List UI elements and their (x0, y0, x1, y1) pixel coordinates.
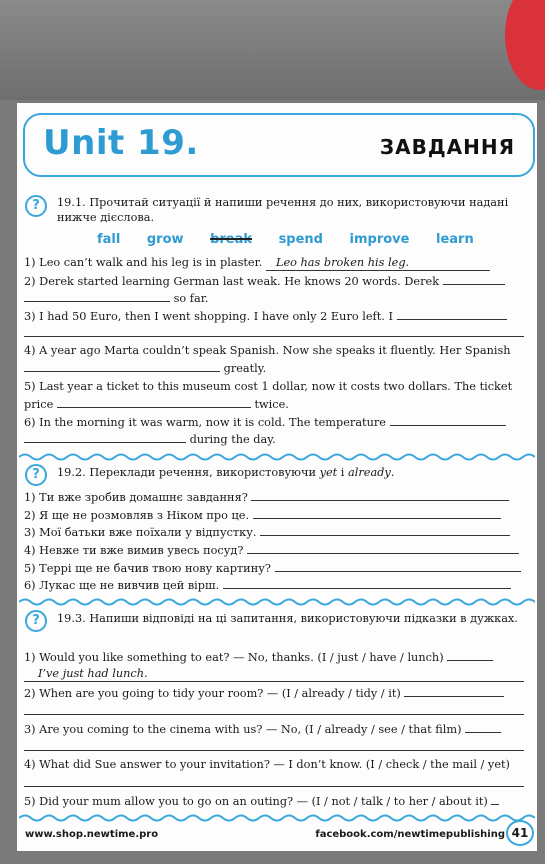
answer-blank[interactable] (443, 273, 505, 285)
ex3-line-3 (24, 721, 525, 737)
answer-blank[interactable] (447, 649, 493, 661)
unit-title: Unit 19. (43, 123, 199, 163)
ex2-q3: 3) Мої батьки вже поїхали у відпустку. (24, 526, 257, 539)
ex1-line-6 (24, 414, 525, 430)
ex3-q4: 4) What did Sue answer to your invitation? — I don’t know. (I / check / the mail / yet) (24, 758, 510, 771)
ex3-a1: I’ve just had lunch. (24, 666, 524, 682)
word-fall: fall (97, 232, 121, 247)
wavy-divider (19, 597, 535, 607)
ex3-q1: 1) Would you like something to eat? — No, thanks. (I / just / have / lunch) (24, 651, 444, 664)
answer-blank[interactable] (404, 685, 504, 697)
question-circle-icon: ? (25, 464, 47, 486)
ex3-line-1b (24, 666, 525, 682)
photo-background (0, 0, 545, 100)
ex3-q5: 5) Did your mum allow you to go on an outing? — (I / not / talk / to her / about it) (24, 795, 488, 808)
exercise-3-task: 19.3. Напиши відповіді на ці запитання, використовуючи підказки в дужках. (57, 612, 518, 625)
answer-blank[interactable] (24, 703, 524, 715)
answer-blank[interactable] (24, 739, 524, 751)
answer-blank[interactable] (260, 524, 510, 536)
answer-blank[interactable] (247, 542, 519, 554)
ex3-line-3b (24, 739, 525, 755)
word-improve: improve (349, 232, 410, 247)
ex3-line-2b (24, 703, 525, 719)
unit-header (23, 113, 535, 177)
answer-blank[interactable] (491, 793, 499, 805)
ex2-task-text: 19.2. Переклади речення, використовуючи (57, 466, 320, 479)
ex1-q2: 2) Derek started learning German last weak. He knows 20 words. Derek (24, 275, 440, 288)
footer-website: www.shop.newtime.pro (25, 829, 159, 840)
ex2-task-already: already (348, 466, 391, 479)
ex1-line-2 (24, 273, 525, 289)
ex2-line-6 (24, 577, 525, 593)
page-number: 41 (506, 820, 534, 846)
section-title: ЗАВДАННЯ (379, 135, 515, 159)
question-circle-icon: ? (25, 195, 47, 217)
answer-blank[interactable] (223, 577, 511, 589)
ex3-line-4b (24, 775, 525, 791)
answer-blank[interactable] (397, 308, 507, 320)
answer-blank[interactable] (24, 360, 220, 372)
question-circle-icon: ? (25, 610, 47, 632)
ex3-q3: 3) Are you coming to the cinema with us? — No, (I / already / see / that film) (24, 723, 462, 736)
ex2-task-dot: . (390, 466, 395, 479)
workbook-page (17, 103, 537, 851)
ex1-line-6b (24, 431, 525, 447)
answer-blank[interactable] (465, 721, 501, 733)
ex1-q5: 5) Last year a ticket to this museum cost 1 dollar, now it costs two dollars. The ticket (24, 380, 513, 393)
exercise-2-task (57, 465, 527, 480)
word-break-crossed: break (210, 232, 253, 247)
ex1-q4-end: greatly. (223, 362, 267, 375)
answer-blank[interactable] (24, 290, 170, 302)
ex2-line-5 (24, 560, 525, 576)
ex1-q2-end: so far. (173, 292, 209, 305)
ex2-task-yet: yet (319, 466, 338, 479)
ex2-line-2 (24, 507, 525, 523)
ex1-line-4b (24, 360, 525, 376)
ex1-q3: 3) I had 50 Euro, then I went shopping. I have only 2 Euro left. I (24, 310, 393, 323)
word-grow: grow (146, 232, 184, 247)
ex1-line-3b (24, 325, 525, 341)
ex2-line-4 (24, 542, 525, 558)
ex3-line-5 (24, 793, 525, 809)
ex2-line-1 (24, 489, 525, 505)
answer-blank[interactable] (24, 431, 186, 443)
ex1-a1: Leo has broken his leg. (266, 255, 490, 271)
ex1-line-5 (24, 379, 525, 394)
ex2-task-and: і (337, 466, 349, 479)
ex1-q5-price: price (24, 398, 54, 411)
ex1-q6: 6) In the morning it was warm, now it is cold. The temperature (24, 416, 386, 429)
ex1-q1: 1) Leo can’t walk and his leg is in plaster. (24, 256, 263, 269)
ex1-q5-end: twice. (254, 398, 289, 411)
ex2-line-3 (24, 524, 525, 540)
word-spend: spend (278, 232, 323, 247)
ex2-q6: 6) Лукас ще не вивчив цей вірш. (24, 579, 220, 592)
wavy-divider (19, 452, 535, 462)
ex3-line-4 (24, 757, 525, 772)
ex1-line-4 (24, 343, 525, 358)
ex3-line-2 (24, 685, 525, 701)
word-learn: learn (436, 232, 474, 247)
footer-facebook: facebook.com/newtimepublishing (315, 829, 505, 840)
ex1-q4: 4) A year ago Marta couldn’t speak Spanish. Now she speaks it fluently. Her Spanish (24, 344, 511, 357)
ex1-line-2b (24, 290, 525, 306)
ex3-line-1 (24, 649, 525, 665)
wavy-divider (19, 813, 535, 823)
answer-blank[interactable] (275, 560, 521, 572)
ex2-q5: 5) Террі ще не бачив твою нову картину? (24, 562, 271, 575)
ex1-q6-end: during the day. (189, 433, 276, 446)
answer-blank[interactable] (253, 507, 501, 519)
ex1-line-3 (24, 308, 525, 324)
ex1-line-1 (24, 255, 525, 271)
exercise-1-task: 19.1. Прочитай ситуації й напиши речення до них, використовуючи надані нижче дієслова. (57, 196, 509, 224)
ex3-q2: 2) When are you going to tidy your room? — (I / already / tidy / it) (24, 687, 401, 700)
answer-blank[interactable] (24, 775, 524, 787)
ex2-q2: 2) Я ще не розмовляв з Ніком про це. (24, 509, 250, 522)
word-bank (97, 232, 496, 247)
ex2-q4: 4) Невже ти вже вимив увесь посуд? (24, 544, 244, 557)
answer-blank[interactable] (390, 414, 506, 426)
answer-blank[interactable] (24, 325, 524, 337)
ex2-q1: 1) Ти вже зробив домашнє завдання? (24, 491, 248, 504)
answer-blank[interactable] (251, 489, 509, 501)
ex1-line-5b (24, 396, 525, 412)
answer-blank[interactable] (57, 396, 251, 408)
